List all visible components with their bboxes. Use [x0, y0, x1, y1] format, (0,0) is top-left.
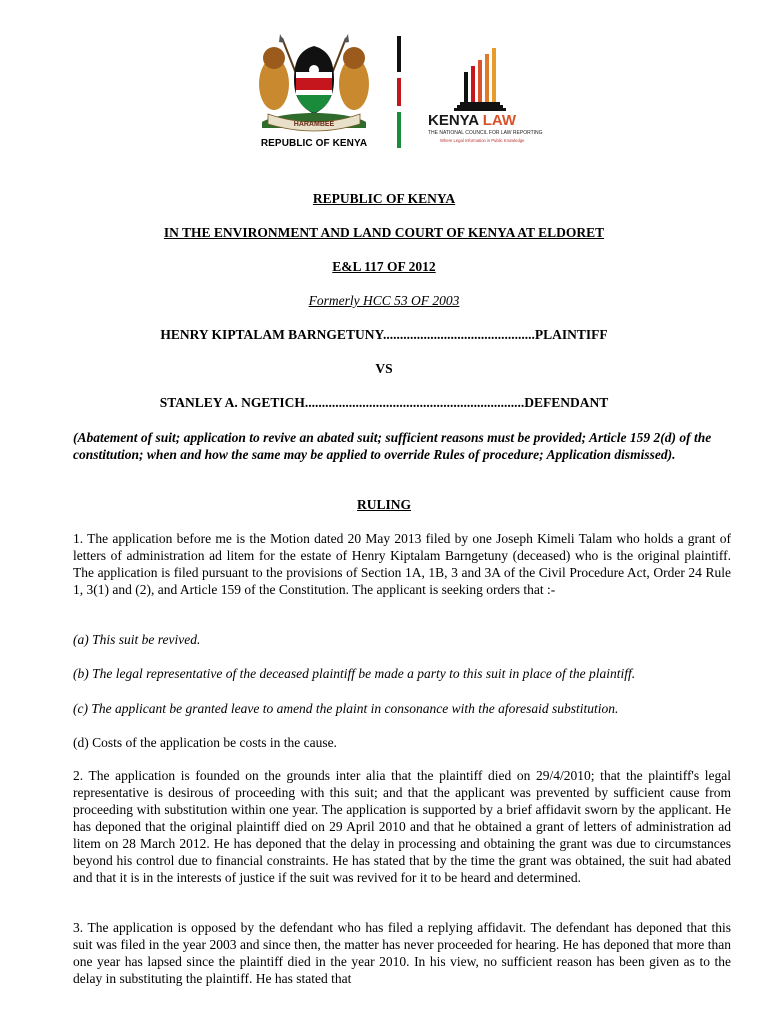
kenya-law-word1: KENYA	[428, 112, 479, 129]
paragraph-2: 2. The application is founded on the grounds inter alia that the plaintiff died on 29/4/2010; that the plaintiff's legal representative is desirous of proceeding with this suit; and that the applicant was prevented by sufficient cause from proceeding with substitution within one year. The application is supported by a brief affidavit sworn by the applicant. He has deponed that the original plaintiff died on 29 April 2010 and that he obtained a grant of letters of administration ad litem on 28 March 2012. He has deponed that the delay in processing and obtaining the grant was due to circumstances beyond his control due to financial constraints. He has stated that by the time the grant was obtained, the suit had abated and that it is in the interests of justice if the suit was revived for it to be heard and determined.	[73, 768, 731, 885]
kenya-law-title	[428, 112, 516, 129]
kenya-law-word2: LAW	[478, 112, 517, 129]
kenya-law-subtitle: THE NATIONAL COUNCIL FOR LAW REPORTING	[428, 130, 543, 136]
ruling-heading: RULING	[356, 497, 411, 512]
order-d: (d) Costs of the application be costs in the cause.	[73, 735, 337, 750]
paragraph-3: 3. The application is opposed by the defendant who has filed a replying affidavit. The defendant has deponed that this suit was filed in the year 2003 and since then, the matter has never proceeded for hearing. He has deponed that more than one year has lapsed since the plaintiff died in the year 2010. In his view, no sufficient reason has been given as to the delay in substituting the plaintiff. He has stated that	[73, 920, 731, 986]
plaintiff-line: HENRY KIPTALAM BARNGETUNY.............................................PLAINTIFF	[160, 327, 608, 342]
order-c: (c) The applicant be granted leave to amend the plaint in consonance with the aforesaid substitution.	[73, 701, 619, 716]
coat-motto: HARAMBEE	[293, 121, 335, 128]
republic-heading: REPUBLIC OF KENYA	[312, 191, 456, 206]
order-a: (a) This suit be revived.	[73, 632, 201, 647]
kenya-law-tagline: Where Legal Information is Public Knowledge	[440, 138, 525, 143]
paragraph-1: 1. The application before me is the Motion dated 20 May 2013 filed by one Joseph Kimeli Talam who holds a grant of letters of administration ad litem for the estate of Henry Kiptalam Barngetuny (deceased) who is the original plaintiff. The application is filed pursuant to the provisions of Section 1A, 1B, 3 and 3A of the Civil Procedure Act, Order 24 Rule 1, 3(1) and (2), and Article 159 of the Constitution. The applicant is seeking orders that :-	[73, 531, 731, 597]
coat-caption: REPUBLIC OF KENYA	[260, 138, 368, 149]
kenya-law-logo	[424, 46, 549, 152]
kenya-law-building-icon	[424, 46, 549, 112]
defendant-line: STANLEY A. NGETICH.................................................................DEFENDANT	[159, 395, 609, 410]
case-number: E&L 117 OF 2012	[332, 259, 436, 274]
coat-of-arms	[252, 34, 376, 152]
versus-line: VS	[375, 361, 393, 376]
order-b: (b) The legal representative of the deceased plaintiff be made a party to this suit in place of the plaintiff.	[73, 666, 636, 681]
formerly-line: Formerly HCC 53 OF 2003	[308, 293, 460, 308]
header-divider	[397, 36, 401, 148]
catchwords: (Abatement of suit; application to revive an abated suit; sufficient reasons must be provided; Article 159 2(d) of the constitution; when and how the same may be applied to override Rules of procedure; Application dismissed).	[73, 430, 712, 462]
coat-of-arms-icon	[252, 34, 376, 138]
court-heading: IN THE ENVIRONMENT AND LAND COURT OF KENYA AT ELDORET	[163, 225, 605, 240]
